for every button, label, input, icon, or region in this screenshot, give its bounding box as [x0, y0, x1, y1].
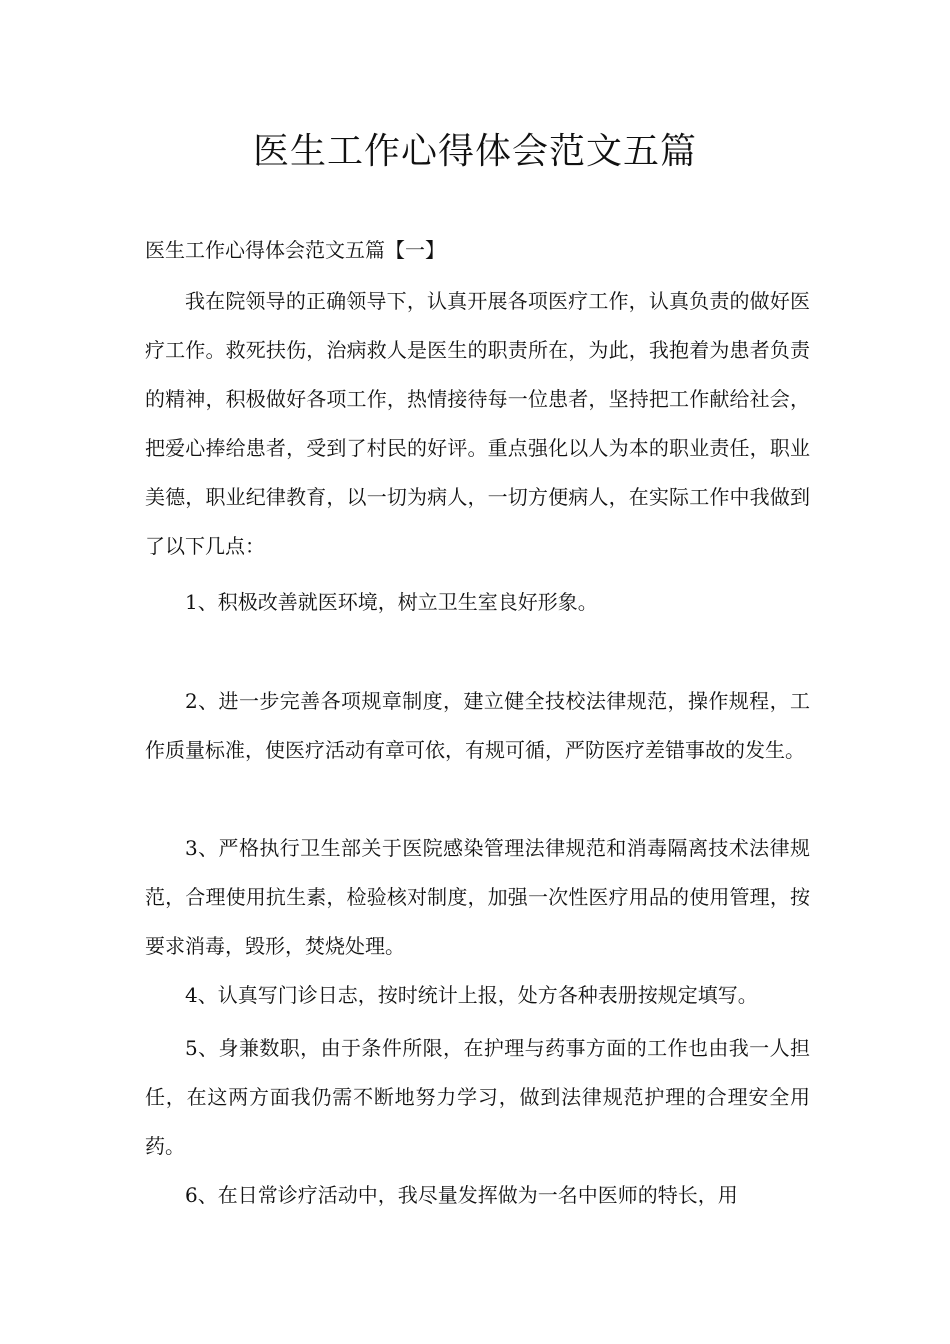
paragraph-intro: 我在院领导的正确领导下，认真开展各项医疗工作，认真负责的做好医疗工作。救死扶伤，治病救人是医生的职责所在，为此，我抱着为患者负责的精神，积极做好各项工作，热情接待每一位患者，坚持把工作献给社会，把爱心捧给患者，受到了村民的好评。重点强化以人为本的职业责任，职业美德，职业纪律教育，以一切为病人，一切方便病人，在实际工作中我做到了以下几点：	[145, 289, 810, 558]
paragraph-item-4: 4、认真写门诊日志，按时统计上报，处方各种表册按规定填写。	[185, 983, 758, 1007]
paragraph-item-1: 1、积极改善就医环境，树立卫生室良好形象。	[185, 590, 598, 614]
section-heading: 医生工作心得体会范文五篇【一】	[145, 238, 445, 262]
paragraph-item-2: 2、进一步完善各项规章制度，建立健全技校法律规范，操作规程，工作质量标准，使医疗活动有章可依，有规可循，严防医疗差错事故的发生。	[145, 689, 810, 762]
paragraph-item-6: 6、在日常诊疗活动中，我尽量发挥做为一名中医师的特长，用	[185, 1183, 738, 1207]
document-title: 医生工作心得体会范文五篇	[252, 131, 697, 172]
paragraph-item-3: 3、严格执行卫生部关于医院感染管理法律规范和消毒隔离技术法律规范，合理使用抗生素，检验核对制度，加强一次性医疗用品的使用管理，按要求消毒，毁形，焚烧处理。	[145, 836, 810, 958]
paragraph-item-5: 5、身兼数职，由于条件所限，在护理与药事方面的工作也由我一人担任，在这两方面我仍需不断地努力学习，做到法律规范护理的合理安全用药。	[145, 1036, 810, 1158]
